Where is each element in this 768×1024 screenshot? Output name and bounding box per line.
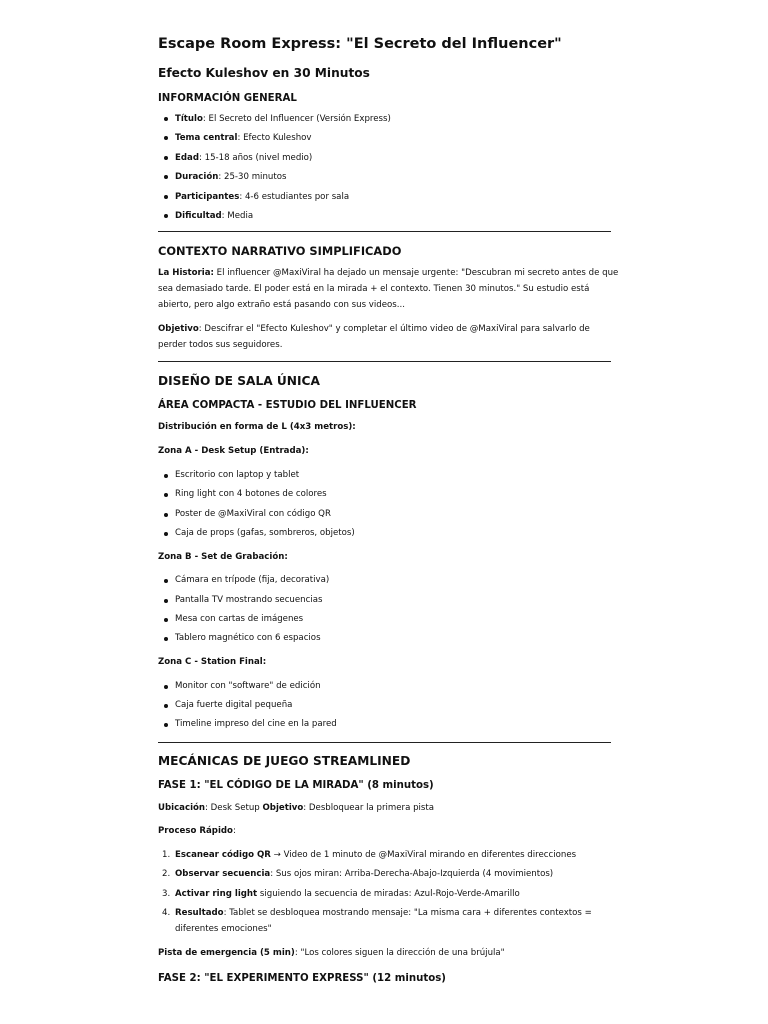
distribution-label: Distribución en forma de L (4x3 metros): <box>158 422 356 432</box>
list-item: Cámara en trípode (fija, decorativa) <box>175 575 330 585</box>
step-item-continuation: diferentes emociones" <box>175 924 272 934</box>
step-number: 1. <box>162 850 171 860</box>
location-line: Ubicación: Desk Setup Objetivo: Desbloquear la primera pista <box>158 803 435 813</box>
list-item: Participantes: 4-6 estudiantes por sala <box>175 192 350 202</box>
bullet <box>164 579 168 583</box>
list-item: Ring light con 4 botones de colores <box>175 489 327 499</box>
story-line: sea demasiado tarde. El poder está en la mirada + el contexto. Tienen 30 minutos." Su estudio está <box>158 284 590 294</box>
phase-title: FASE 2: "EL EXPERIMENTO EXPRESS" (12 minutos) <box>158 973 446 984</box>
divider <box>158 231 611 232</box>
section-heading-mechanics: MECÁNICAS DE JUEGO STREAMLINED <box>158 754 411 768</box>
bullet <box>164 723 168 727</box>
section-heading-general: INFORMACIÓN GENERAL <box>158 93 297 104</box>
area-heading: ÁREA COMPACTA - ESTUDIO DEL INFLUENCER <box>158 400 417 411</box>
story-line: La Historia: El influencer @MaxiViral ha dejado un mensaje urgente: "Descubran mi secreto antes de que <box>158 268 619 278</box>
step-item: Activar ring light siguiendo la secuencia de miradas: Azul-Rojo-Verde-Amarillo <box>175 889 520 899</box>
bullet <box>164 474 168 478</box>
list-item: Edad: 15-18 años (nivel medio) <box>175 153 313 163</box>
bullet <box>164 685 168 689</box>
step-number: 4. <box>162 908 171 918</box>
step-item: Resultado: Tablet se desbloquea mostrando mensaje: "La misma cara + diferentes contextos = <box>175 908 592 918</box>
objective-line: perder todos sus seguidores. <box>158 340 283 350</box>
objective-line: Objetivo: Descifrar el "Efecto Kuleshov" y completar el último video de @MaxiViral para salvarlo de <box>158 324 590 334</box>
zone-title: Zona A - Desk Setup (Entrada): <box>158 446 309 456</box>
list-item: Título: El Secreto del Influencer (Versión Express) <box>175 114 391 124</box>
list-item: Poster de @MaxiViral con código QR <box>175 509 331 519</box>
list-item: Caja fuerte digital pequeña <box>175 700 293 710</box>
bullet <box>164 599 168 603</box>
zone-title: Zona B - Set de Grabación: <box>158 552 288 562</box>
list-item: Duración: 25-30 minutos <box>175 172 287 182</box>
bullet <box>164 214 168 218</box>
page-subtitle: Efecto Kuleshov en 30 Minutos <box>158 66 370 80</box>
process-label: Proceso Rápido: <box>158 826 236 836</box>
bullet <box>164 117 168 121</box>
divider <box>158 742 611 743</box>
list-item: Tablero magnético con 6 espacios <box>175 633 321 643</box>
step-item: Observar secuencia: Sus ojos miran: Arriba-Derecha-Abajo-Izquierda (4 movimientos) <box>175 869 554 879</box>
list-item: Escritorio con laptop y tablet <box>175 470 300 480</box>
divider <box>158 361 611 362</box>
list-item: Timeline impreso del cine en la pared <box>175 719 337 729</box>
list-item: Monitor con "software" de edición <box>175 681 321 691</box>
bullet <box>164 175 168 179</box>
list-item: Mesa con cartas de imágenes <box>175 614 304 624</box>
story-line: abierto, pero algo extraño está pasando con sus videos... <box>158 300 405 310</box>
bullet <box>164 513 168 517</box>
section-heading-design: DISEÑO DE SALA ÚNICA <box>158 374 320 388</box>
step-number: 2. <box>162 869 171 879</box>
list-item: Caja de props (gafas, sombreros, objetos) <box>175 528 355 538</box>
emergency-hint: Pista de emergencia (5 min): "Los colores siguen la dirección de una brújula" <box>158 948 505 958</box>
page-title: Escape Room Express: "El Secreto del Influencer" <box>158 36 562 52</box>
zone-title: Zona C - Station Final: <box>158 657 267 667</box>
bullet <box>164 704 168 708</box>
bullet <box>164 618 168 622</box>
step-item: Escanear código QR → Video de 1 minuto de @MaxiViral mirando en diferentes direcciones <box>175 850 577 860</box>
bullet <box>164 637 168 641</box>
list-item: Dificultad: Media <box>175 211 254 221</box>
bullet <box>164 156 168 160</box>
step-number: 3. <box>162 889 171 899</box>
section-heading-context: CONTEXTO NARRATIVO SIMPLIFICADO <box>158 244 402 258</box>
phase-title: FASE 1: "EL CÓDIGO DE LA MIRADA" (8 minutos) <box>158 780 434 791</box>
bullet <box>164 136 168 140</box>
list-item: Tema central: Efecto Kuleshov <box>175 133 312 143</box>
bullet <box>164 493 168 497</box>
bullet <box>164 532 168 536</box>
bullet <box>164 195 168 199</box>
list-item: Pantalla TV mostrando secuencias <box>175 595 323 605</box>
